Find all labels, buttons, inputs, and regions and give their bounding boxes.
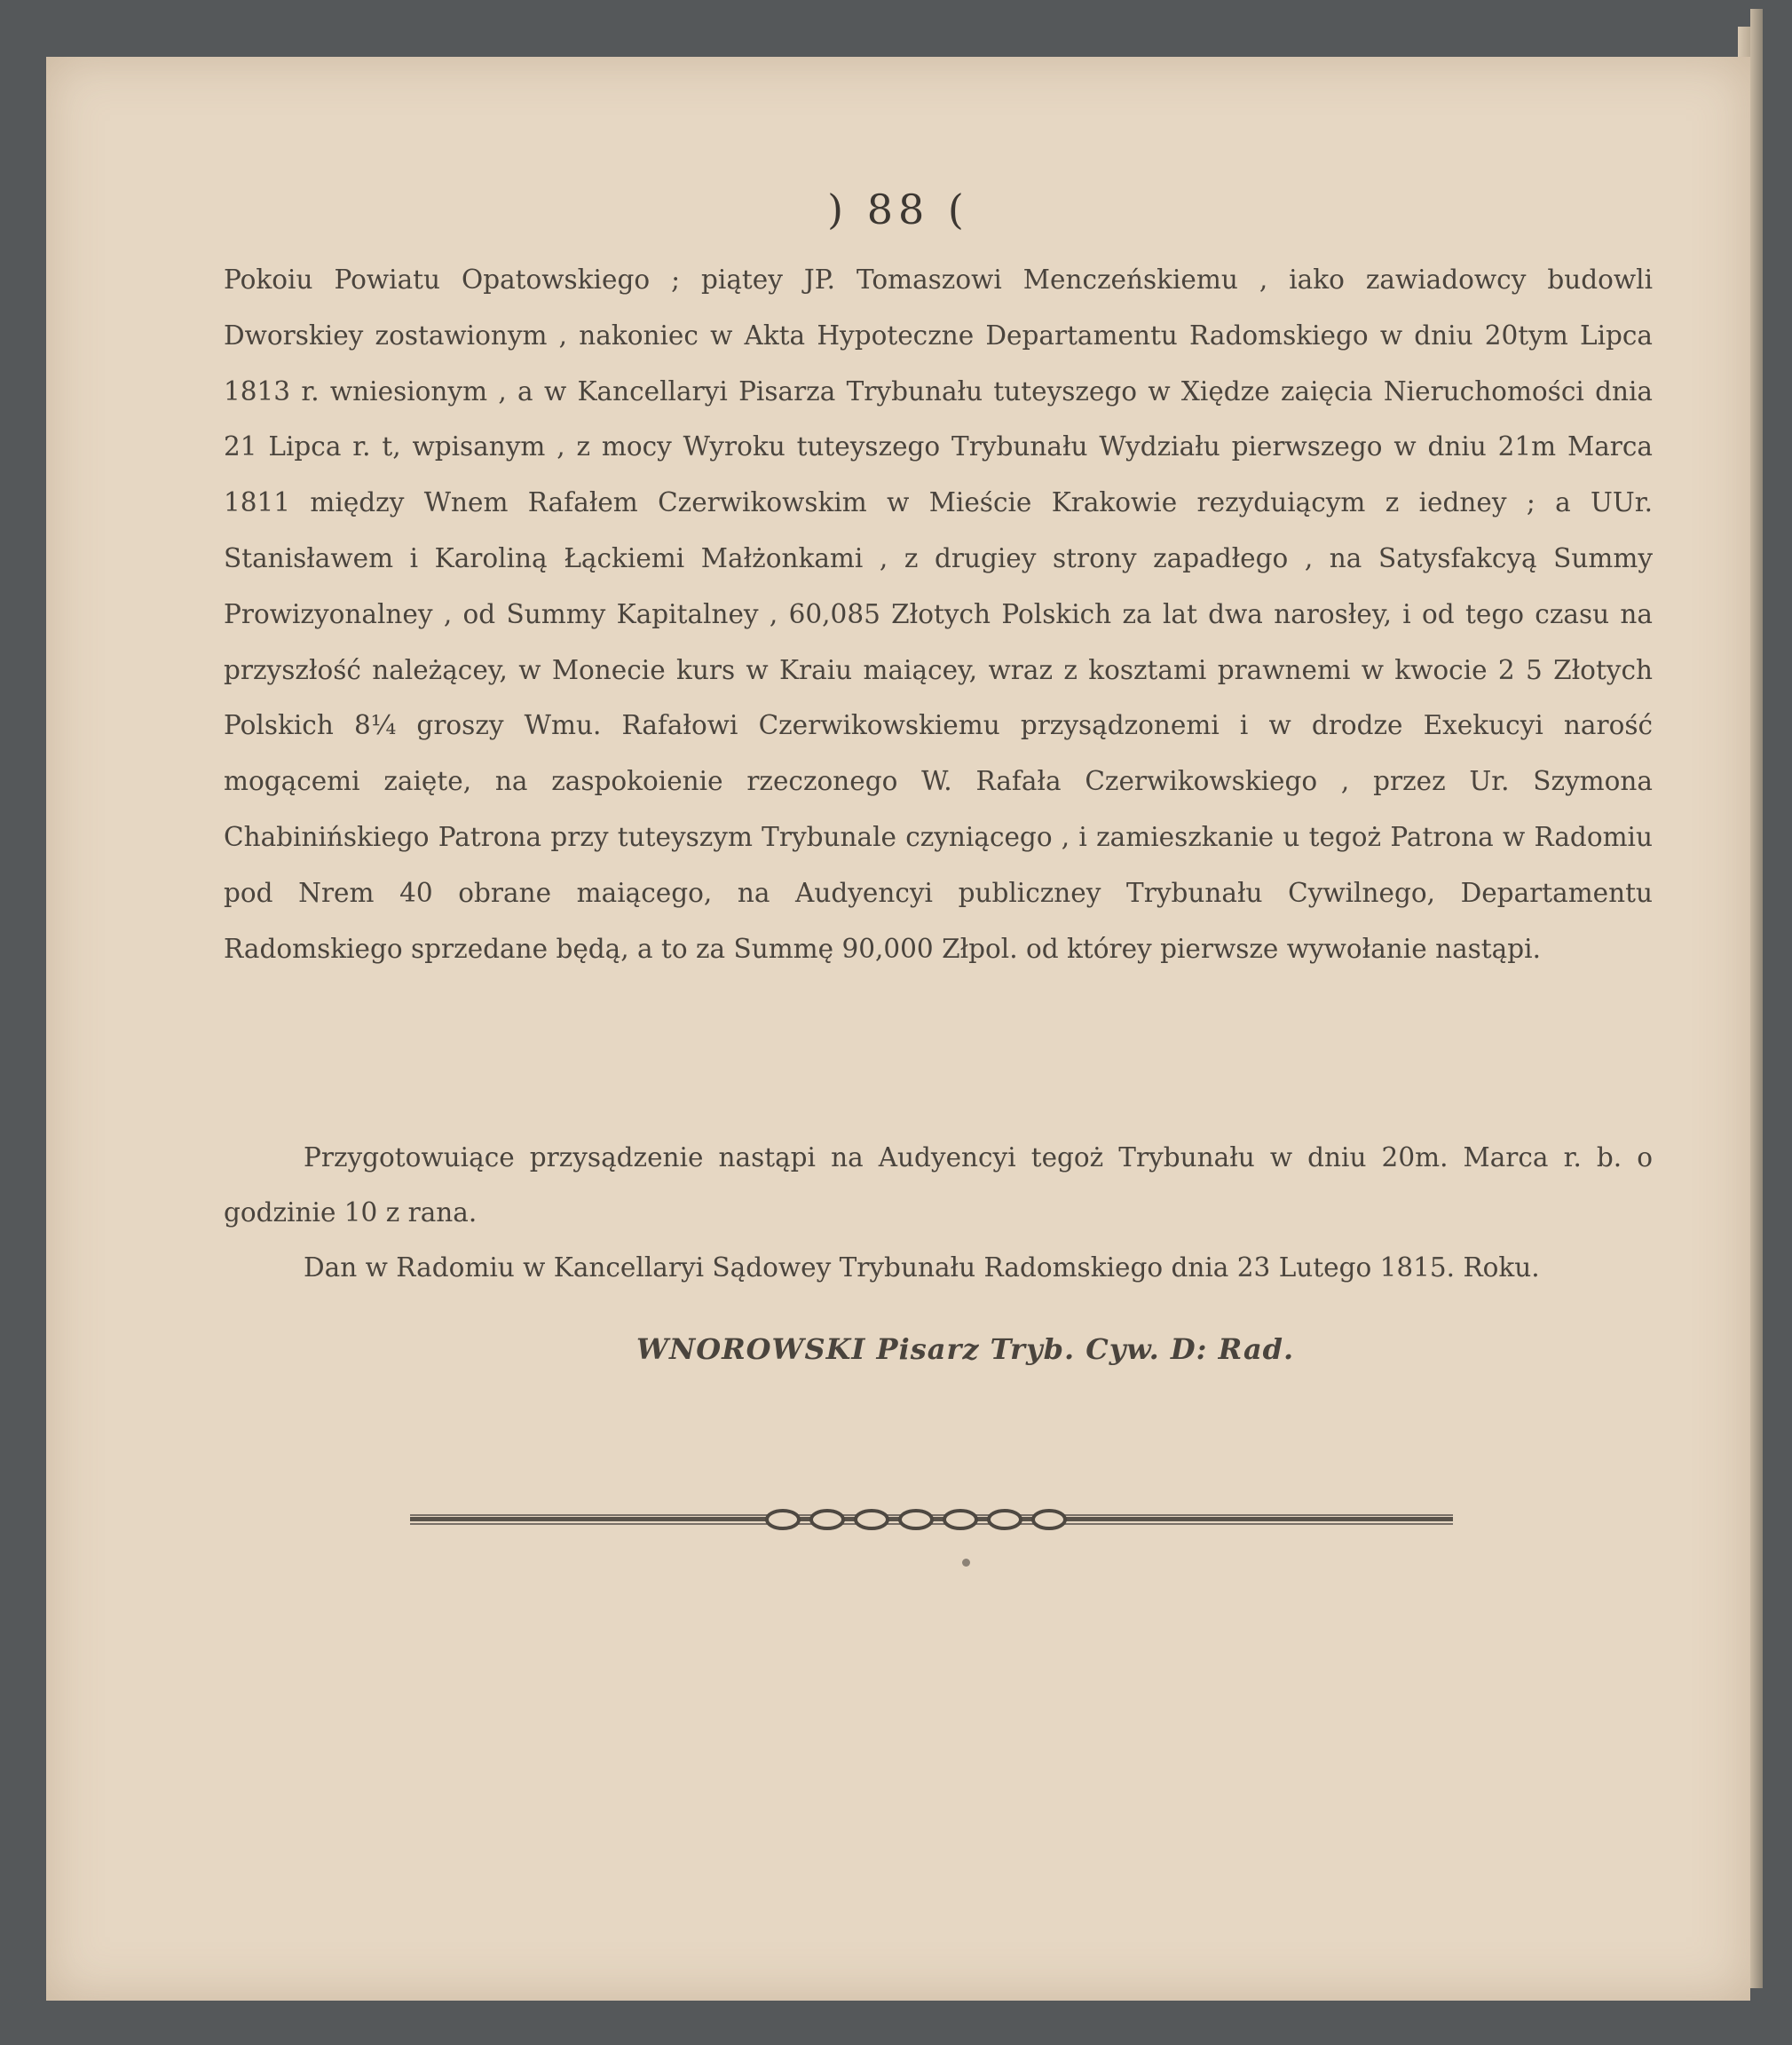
page-edge-back [1750, 9, 1763, 1988]
stray-mark [962, 1559, 970, 1567]
signature-line: WNOROWSKI Pisarz Tryb. Cyw. D: Rad. [636, 1332, 1295, 1366]
body-paragraph-main: Pokoiu Powiatu Opatowskiego ; piątey JP. Tomaszowi Menczeńskiemu , iako zawiadowcy budowli Dworskiey zostawionym , nakoniec w Akta Hypoteczne Departamentu Radomskiego w dniu 20tym Lipca 1813 r. wniesionym , a w Kancellaryi Pisarza Trybunału tuteyszego w Xiędze zaięcia Nieruchomości dnia 21 Lipca r. t, wpisanym , z mocy Wyroku tuteyszego Trybunału Wydziału pierwszego w dniu 21m Marca 1811 między Wnem Rafałem Czerwikowskim w Mieście Krakowie rezyduiącym z iedney ; a UUr. Stanisławem i Karoliną Łąckiemi Małżonkami , z drugiey strony zapadłego , na Satysfakcyą Summy Prowizyonalney , od Summy Kapitalney , 60,085 Złotych Polskich za lat dwa narosłey, i od tego czasu na przyszłość należącey, w Monecie kurs w Kraiu maiącey, wraz z kosztami prawnemi w kwocie 2 5 Złotych Polskich 8¼ groszy Wmu. Rafałowi Czerwikowskiemu przysądzonemi i w drodze Exekucyi narość mogącemi zaięte, na zaspokoienie rzeczonego W. Rafała Czerwikowskiego , przez Ur. Szymona Chabinińskiego Patrona przy tuteyszym Trybunale czyniącego , i zamieszkanie u tegoż Patrona w Radomiu pod Nrem 40 obrane maiącego, na Audyencyi publiczney Trybunału Cywilnego, Departamentu Radomskiego sprzedane będą, a to za Summę 90,000 Złpol. od którey pierwsze wywołanie nastąpi. [224, 265, 1653, 964]
document-page [46, 57, 1750, 2001]
page-number: ) 88 ( [827, 186, 969, 233]
body-paragraph-adjudication: Przygotowuiące przysądzenie nastąpi na Audyencyi tegoż Trybunału w dniu 20m. Marca r. b. o godzinie 10 z rana. [224, 1142, 1653, 1228]
body-paragraph-dated: Dan w Radomiu w Kancellaryi Sądowey Trybunału Radomskiego dnia 23 Lutego 1815. Roku. [304, 1252, 1540, 1283]
ornamental-divider-icon [410, 1502, 1453, 1537]
